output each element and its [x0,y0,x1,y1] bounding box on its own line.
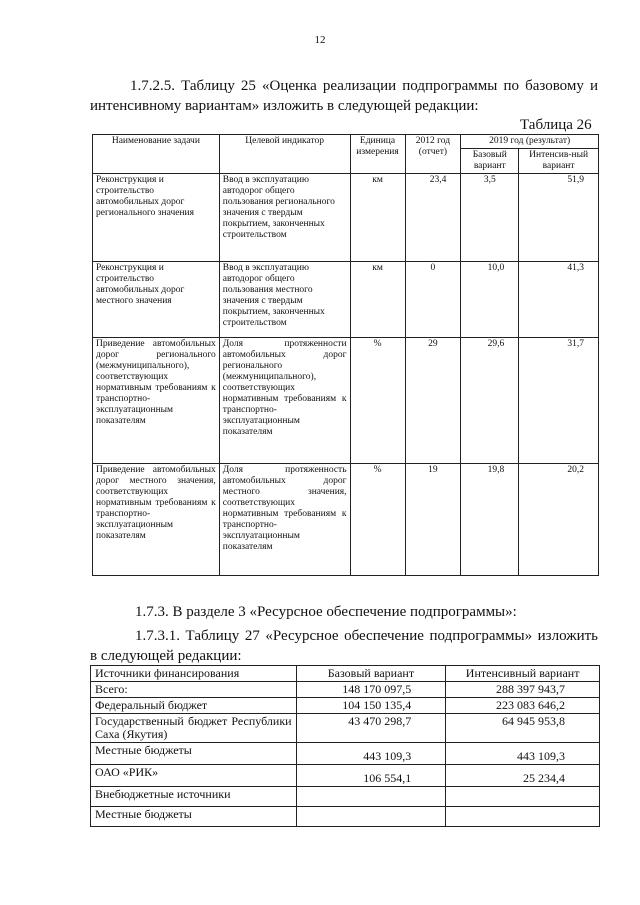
cell-intensive: 51,9 [519,174,599,262]
header-intensive: Интенсивный вариант [446,666,600,682]
cell-task: Реконструкция и строительство автомобильных дорог регионального значения [93,174,220,262]
header-task: Наименование задачи [93,135,220,174]
header-intensive: Интенсив-ный вариант [519,149,599,174]
cell-indicator: Ввод в эксплуатацию автодорог общего пользования регионального значения с твердым покрытием, законченных строительством [219,174,350,262]
cell-base [296,787,446,807]
cell-base: 106 554,1 [296,765,446,787]
cell-intensive: 64 945 953,8 [446,714,600,743]
paragraph-table27-amendment: 1.7.3.1. Таблицу 27 «Ресурсное обеспечение подпрограммы» изложить в следующей редакции: [90,628,598,664]
header-indicator: Целевой индикатор [219,135,350,174]
table-row [91,698,600,714]
header-2019: 2019 год (результат) [461,135,599,149]
cell-unit: % [350,338,405,464]
cell-task: Реконструкция и строительство автомобильных дорог местного значения [93,262,220,338]
cell-source: Местные бюджеты [91,743,297,765]
page-number: 12 [314,34,326,46]
cell-intensive: 41,3 [519,262,599,338]
cell-indicator: Доля протяженности автомобильных дорог регионального (межмуниципального), соответствующих нормативным требованиям к транспортно-эксплуатационным показателям [219,338,350,464]
header-source: Источники финансирования [91,666,297,682]
cell-base: 43 470 298,7 [296,714,446,743]
cell-indicator: Ввод в эксплуатацию автодорог общего пользования местного значения с твердым покрытием, законченных строительством [219,262,350,338]
cell-source: Внебюджетные источники [91,787,297,807]
cell-intensive: 223 083 646,2 [446,698,600,714]
cell-base: 19,8 [461,464,519,576]
cell-2012: 23,4 [405,174,461,262]
cell-unit: % [350,464,405,576]
table-row [91,765,600,787]
cell-base: 3,5 [461,174,519,262]
cell-intensive: 25 234,4 [446,765,600,787]
cell-2012: 0 [405,262,461,338]
cell-base: 148 170 097,5 [296,682,446,698]
table26-caption: Таблица 26 [520,117,592,133]
cell-intensive [446,787,600,807]
cell-unit: км [350,174,405,262]
cell-source: Государственный бюджет Республики Саха (Якутия) [91,714,297,743]
table-26 [92,134,599,576]
paragraph-table25-amendment: 1.7.2.5. Таблицу 25 «Оценка реализации подпрограммы по базовому и интенсивному вариантам» изложить в следующей редакции: [90,78,598,114]
header-base: Базовый вариант [296,666,446,682]
header-2012: 2012 год (отчет) [405,135,461,174]
table-row [93,464,599,576]
cell-source: Местные бюджеты [91,807,297,827]
table-row [91,787,600,807]
cell-base: 10,0 [461,262,519,338]
table-row [93,338,599,464]
header-base: Базовый вариант [461,149,519,174]
table-row [91,682,600,698]
table-27 [90,665,600,827]
cell-intensive: 443 109,3 [446,743,600,765]
cell-base: 29,6 [461,338,519,464]
table-row [91,743,600,765]
table-row [93,262,599,338]
cell-2012: 19 [405,464,461,576]
cell-unit: км [350,262,405,338]
header-unit: Единица измерения [350,135,405,174]
cell-source: ОАО «РИК» [91,765,297,787]
cell-intensive [446,807,600,827]
table-row [91,714,600,743]
cell-task: Приведение автомобильных дорог местного значения, соответствующих нормативным требованиям к транспортно-эксплуатационным показателям [93,464,220,576]
cell-indicator: Доля протяженность автомобильных дорог местного значения, соответствующих нормативным требованиям к транспортно-эксплуатационным показателям [219,464,350,576]
cell-2012: 29 [405,338,461,464]
cell-task: Приведение автомобильных дорог регионального (межмуниципального), соответствующих нормативным требованиям к транспортно-эксплуатационным показателям [93,338,220,464]
table-row [93,174,599,262]
cell-source: Федеральный бюджет [91,698,297,714]
cell-intensive: 20,2 [519,464,599,576]
cell-intensive: 31,7 [519,338,599,464]
cell-source: Всего: [91,682,297,698]
cell-intensive: 288 397 943,7 [446,682,600,698]
table-row [91,807,600,827]
cell-base: 443 109,3 [296,743,446,765]
cell-base: 104 150 135,4 [296,698,446,714]
section-heading: 1.7.3. В разделе 3 «Ресурсное обеспечение подпрограммы»: [135,604,517,620]
cell-base [296,807,446,827]
